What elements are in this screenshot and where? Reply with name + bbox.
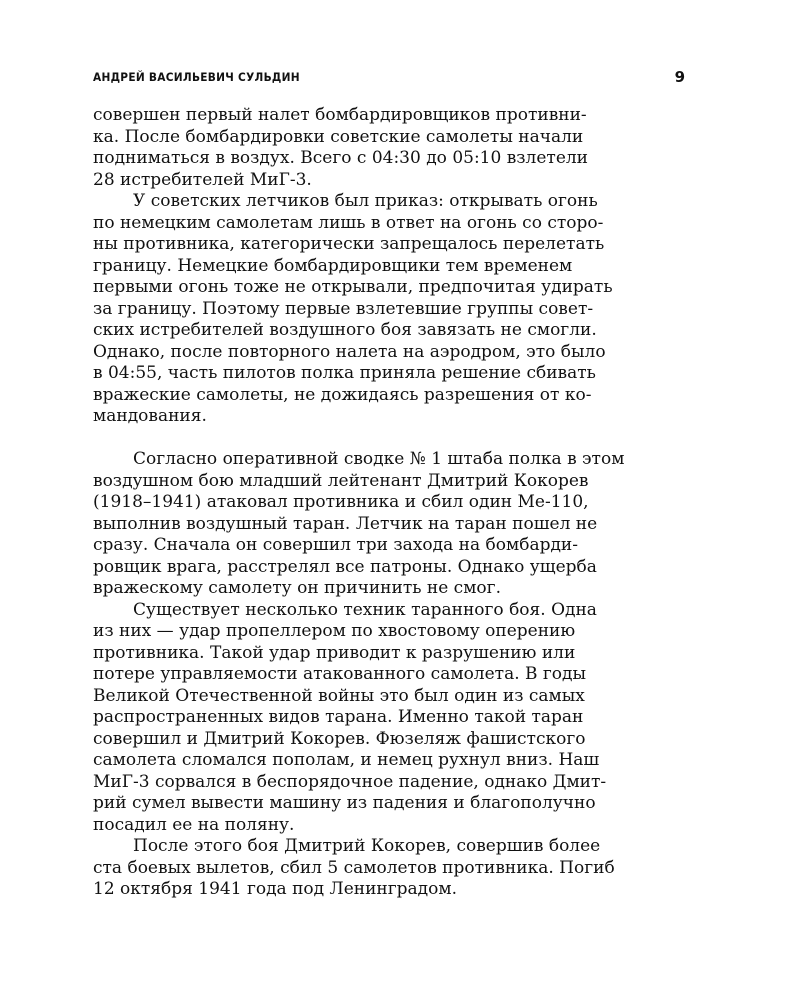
text-line: границу. Немецкие бомбардировщики тем временем — [93, 255, 573, 276]
text-line: первыми огонь тоже не открывали, предпочитая удирать — [93, 277, 613, 297]
text-line: выполнив воздушный таран. Летчик на таран пошел не — [93, 513, 598, 534]
text-line: вражескому самолету он причинить не смог. — [93, 578, 501, 598]
text-line: по немецким самолетам лишь в ответ на огонь со сторо- — [93, 212, 604, 233]
text-line: ста боевых вылетов, сбил 5 самолетов противника. Погиб — [93, 857, 615, 878]
text-line: за границу. Поэтому первые взлетевшие группы совет- — [93, 298, 594, 319]
text-line: противника. Такой удар приводит к разрушению или — [93, 642, 576, 663]
text-line: вражеские самолеты, не дожидаясь разрешения от ко- — [93, 384, 592, 405]
text-line: сразу. Сначала он совершил три захода на бомбарди- — [93, 535, 578, 555]
text-line: 28 истребителей МиГ-3. — [93, 169, 312, 190]
text-line: мандования. — [93, 406, 207, 426]
text-line: распространенных видов тарана. Именно такой таран — [93, 707, 584, 727]
text-line: из них — удар пропеллером по хвостовому оперению — [93, 621, 576, 641]
text-line: ских истребителей воздушного боя завязать не смогли. — [93, 320, 597, 340]
paragraph-gap — [93, 428, 685, 450]
text-line: ка. После бомбардировки советские самолеты начали — [93, 126, 584, 147]
page-number: 9 — [674, 68, 685, 86]
text-line: Существует несколько техник таранного боя. Одна — [133, 599, 597, 620]
running-head — [93, 70, 685, 90]
text-line: совершен первый налет бомбардировщиков противни- — [93, 105, 587, 125]
text-line: ровщик врага, расстрелял все патроны. Однако ущерба — [93, 556, 597, 577]
text-line: После этого боя Дмитрий Кокорев, совершив более — [133, 836, 601, 856]
text-line: Однако, после повторного налета на аэродром, это было — [93, 341, 606, 362]
text-line: У советских летчиков был приказ: открывать огонь — [133, 191, 598, 211]
text-line: МиГ-3 сорвался в беспорядочное падение, однако Дмит- — [93, 771, 607, 792]
text-line: Великой Отечественной войны это был один из самых — [93, 685, 585, 706]
text-line: рий сумел вывести машину из падения и благополучно — [93, 793, 596, 813]
text-line: в 04:55, часть пилотов полка приняла решение сбивать — [93, 363, 596, 383]
text-line: Согласно оперативной сводке № 1 штаба полка в этом — [133, 449, 625, 469]
body-text — [93, 105, 685, 901]
text-line: совершил и Дмитрий Кокорев. Фюзеляж фашистского — [93, 728, 586, 749]
text-line: подниматься в воздух. Всего с 04:30 до 05:10 взлетели — [93, 148, 589, 168]
text-line: 12 октября 1941 года под Ленинградом. — [93, 879, 458, 899]
text-line: (1918–1941) атаковал противника и сбил один Ме-110, — [93, 492, 589, 512]
text-line: ны противника, категорически запрещалось перелетать — [93, 234, 605, 254]
text-line: воздушном бою младший лейтенант Дмитрий Кокорев — [93, 470, 589, 491]
text-line: посадил ее на поляну. — [93, 814, 295, 835]
text-line: самолета сломался пополам, и немец рухнул вниз. Наш — [93, 750, 600, 770]
running-head-author: АНДРЕЙ ВАСИЛЬЕВИЧ СУЛЬДИН — [93, 70, 300, 84]
text-line: потере управляемости атакованного самолета. В годы — [93, 664, 587, 684]
